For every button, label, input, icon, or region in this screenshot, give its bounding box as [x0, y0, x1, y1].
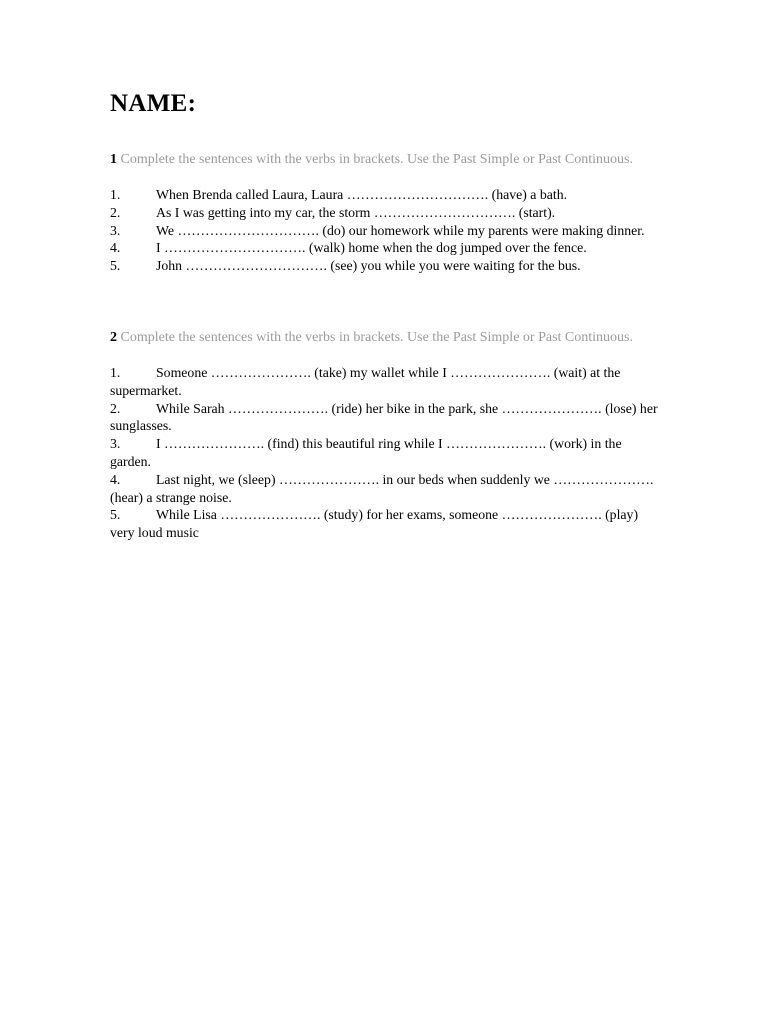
list-item — [110, 364, 660, 400]
list-item — [110, 222, 660, 240]
list-item — [110, 239, 660, 257]
item-text: We …………………………. (do) our homework while my parents were making dinner. — [156, 222, 645, 238]
item-number: 3. — [110, 436, 121, 452]
list-item — [110, 400, 660, 436]
list-item — [110, 257, 660, 275]
item-text: When Brenda called Laura, Laura …………………………. (have) a bath. — [156, 187, 568, 202]
item-text: As I was getting into my car, the storm …………………………. (start). — [156, 204, 556, 220]
exercise-1-instruction — [110, 151, 660, 169]
item-number: 2. — [110, 204, 121, 220]
list-item — [110, 435, 660, 471]
exercise-2-instruction-text: Complete the sentences with the verbs in brackets. Use the Past Simple or Past Continuous. — [117, 330, 633, 345]
item-text: Someone …………………. (take) my wallet while I …………………. (wait) at the supermarket. — [110, 365, 621, 398]
item-number: 1. — [110, 187, 121, 202]
exercise-2-instruction — [110, 329, 660, 347]
item-number: 5. — [110, 258, 121, 274]
list-item — [110, 506, 660, 542]
list-item — [110, 204, 660, 222]
list-item — [110, 471, 660, 507]
item-text: I …………………. (find) this beautiful ring while I …………………. (work) in the garden. — [110, 436, 622, 469]
item-number: 4. — [110, 240, 121, 256]
item-text: Last night, we (sleep) …………………. in our beds when suddenly we …………………. (hear) a strange noise. — [110, 471, 654, 505]
item-number: 5. — [110, 507, 121, 523]
item-text: While Sarah …………………. (ride) her bike in the park, she …………………. (lose) her sunglasses. — [110, 400, 658, 434]
exercise-2-number: 2 — [110, 330, 117, 345]
item-text: I …………………………. (walk) home when the dog jumped over the fence. — [156, 240, 587, 256]
item-number: 4. — [110, 471, 121, 487]
item-text: John …………………………. (see) you while you were waiting for the bus. — [156, 258, 581, 274]
exercise-1 — [110, 151, 660, 275]
page-title: NAME: — [110, 90, 197, 117]
item-number: 3. — [110, 222, 121, 238]
exercise-1-number: 1 — [110, 152, 117, 167]
exercise-1-instruction-text: Complete the sentences with the verbs in brackets. Use the Past Simple or Past Continuous. — [117, 152, 633, 167]
item-number: 2. — [110, 400, 121, 416]
exercise-2 — [110, 329, 660, 542]
exercise-1-list — [110, 186, 660, 275]
item-number: 1. — [110, 365, 121, 380]
item-text: While Lisa …………………. (study) for her exams, someone …………………. (play) very loud music — [110, 507, 639, 541]
list-item — [110, 186, 660, 204]
exercise-2-list — [110, 364, 660, 542]
